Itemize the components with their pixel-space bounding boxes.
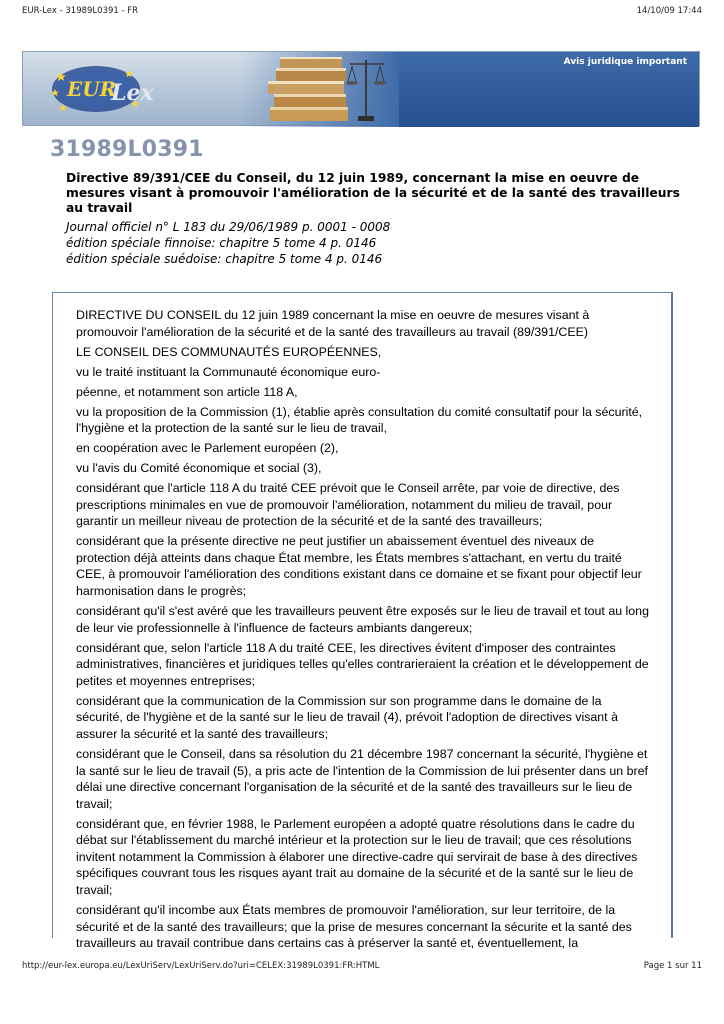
books-and-scales-image [258, 52, 398, 127]
paragraph: considérant que la communication de la Commission sur son programme dans le domaine de la sécurité, de l'hygiène et de la santé sur le lieu de travail (4), prévoit l'adoption de directives visant à assurer la sécurité et la santé des travailleurs; [76, 693, 618, 741]
paragraph: en coopération avec le Parlement européen (2), [76, 441, 339, 456]
oj-reference: Journal officiel n° L 183 du 29/06/1989 p. 0001 - 0008 [66, 220, 391, 234]
paragraph: vu le traité instituant la Communauté économique euro- [76, 364, 381, 379]
paragraph: considérant qu'il s'est avéré que les travailleurs peuvent être exposés sur le lieu de travail et tout au long de leur vie professionnelle à l'influence de facteurs ambiants dangereux; [76, 604, 649, 635]
paragraph: considérant que le Conseil, dans sa résolution du 21 décembre 1987 concernant la sécurité, l'hygiène et la santé sur le lieu de travail (5), a pris acte de l'intention de la Commission de lui présenter dans un bref délai une directive concernant l'organisation de la sécurité et de la santé des travailleurs sur le lieu de travail; [76, 746, 648, 811]
paragraph: LE CONSEIL DES COMMUNAUTÉS EUROPÉENNES, [76, 344, 382, 359]
paragraph: considérant que l'article 118 A du traité CEE prévoit que le Conseil arrête, par voie de directive, des prescriptions minimales en vue de promouvoir l'amélioration, notamment du milieu de travail, pour garantir un meilleur niveau de protection de la sécurité et de la santé des travailleurs; [76, 481, 620, 529]
paragraph: péenne, et notamment son article 118 A, [76, 384, 298, 399]
print-header-datetime: 14/10/09 17:44 [636, 6, 702, 16]
paragraph: vu la proposition de la Commission (1), établie après consultation du comité consultatif pour la sécurité, l'hygiène et la protection de la santé sur le lieu de travail, [76, 404, 643, 436]
page-number: Page 1 sur 11 [643, 961, 702, 971]
svg-text:Lex: Lex [111, 80, 154, 106]
eurlex-logo[interactable] [41, 56, 154, 122]
official-journal-references [66, 219, 390, 267]
document-title: Directive 89/391/CEE du Conseil, du 12 juin 1989, concernant la mise en oeuvre de mesures visant à promouvoir l'amélioration de la sécurité et de la santé des travailleurs au travail [66, 171, 680, 215]
document-text-panel [52, 292, 673, 951]
oj-reference: édition spéciale suédoise: chapitre 5 tome 4 p. 0146 [66, 252, 383, 266]
paragraph: considérant que la présente directive ne peut justifier un abaissement éventuel des niveaux de protection déjà atteints dans chaque État membre, les États membres s'attachant, en vertu du traité CEE, à promouvoir l'amélioration des conditions existant dans ce domaine et se fixant pour objectif leur harmonisation dans le progrès; [76, 534, 642, 599]
print-header-title: EUR-Lex - 31989L0391 - FR [22, 6, 139, 16]
legal-notice-link[interactable]: Avis juridique important [563, 57, 687, 67]
document-body [76, 307, 651, 955]
oj-reference: édition spéciale finnoise: chapitre 5 tome 4 p. 0146 [66, 236, 377, 250]
svg-text:EUR: EUR [67, 77, 117, 101]
print-header [22, 6, 702, 20]
site-banner [22, 51, 700, 126]
paragraph: DIRECTIVE DU CONSEIL du 12 juin 1989 concernant la mise en oeuvre de mesures visant à promouvoir l'amélioration de la sécurité et de la santé des travailleurs au travail (89/391/CEE) [76, 308, 590, 339]
paragraph: considérant que, en février 1988, le Parlement européen a adopté quatre résolutions dans le cadre du débat sur l'établissement du marché intérieur et la protection sur le lieu de travail; que ces résolutions invitent notamment la Commission à élaborer une directive-cadre qui servirait de base à des directives spécifiques couvrant tous les risques ayant trait au domaine de la sécurité et de la santé sur le lieu de travail; [76, 816, 638, 898]
celex-number: 31989L0391 [50, 137, 204, 162]
paragraph: vu l'avis du Comité économique et social (3), [76, 461, 322, 476]
page-url: http://eur-lex.europa.eu/LexUriServ/LexUriServ.do?uri=CELEX:31989L0391:FR:HTML [22, 961, 380, 971]
print-footer [22, 961, 702, 975]
paragraph: considérant que, selon l'article 118 A du traité CEE, les directives évitent d'imposer des contraintes administratives, financières et juridiques telles qu'elles contrarieraient la création et le développement de petites et moyennes entreprises; [76, 640, 649, 688]
paragraph: considérant qu'il incombe aux États membres de promouvoir l'amélioration, sur leur territoire, de la sécurité et de la santé des travailleurs; que la prise de mesures concernant la sécurite et la santé des travailleurs au travail contribue dans certains cas à préserver la santé et, éventuellement, la [76, 903, 632, 951]
